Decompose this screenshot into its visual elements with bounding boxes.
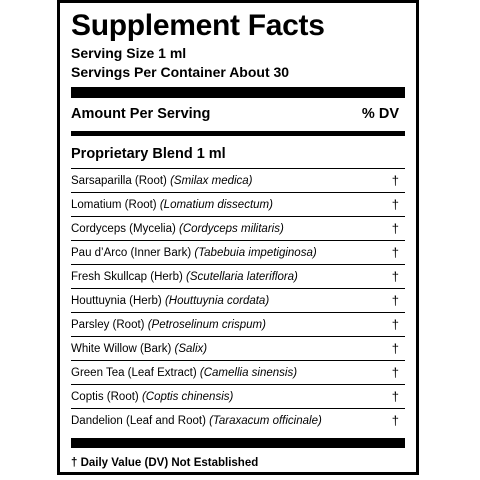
ingredient-name: Coptis (Root)	[71, 391, 142, 403]
daily-value-dagger: †	[391, 365, 399, 380]
daily-value-dagger: †	[391, 413, 399, 428]
ingredient-text	[71, 340, 405, 358]
servings-per-container: Servings Per Container About 30	[71, 64, 290, 80]
ingredient-name: Houttuynia (Herb)	[71, 295, 165, 307]
thick-divider-top	[71, 87, 405, 98]
ingredient-name: Sarsaparilla (Root)	[71, 175, 171, 187]
daily-value-dagger: †	[391, 245, 399, 260]
panel-title: Supplement Facts	[71, 9, 325, 42]
ingredient-scientific-name: (Houttuynia cordata)	[164, 295, 270, 307]
ingredient-row	[71, 408, 405, 432]
ingredient-row	[71, 360, 405, 384]
ingredient-name: Pau d’Arco (Inner Bark)	[71, 247, 195, 259]
supplement-facts-panel	[57, 0, 419, 475]
ingredient-scientific-name: (Tabebuia impetiginosa)	[194, 247, 317, 259]
ingredient-scientific-name: (Salix)	[174, 343, 208, 355]
ingredient-list	[71, 168, 405, 432]
amount-per-serving-row	[71, 106, 405, 126]
ingredient-name: Cordyceps (Mycelia)	[71, 223, 179, 235]
ingredient-scientific-name: (Cordyceps militaris)	[179, 223, 284, 235]
ingredient-row	[71, 288, 405, 312]
ingredient-text	[71, 268, 405, 286]
daily-value-dagger: †	[391, 269, 399, 284]
ingredient-text	[71, 196, 405, 214]
ingredient-scientific-name: (Lomatium dissectum)	[159, 199, 273, 211]
ingredient-row	[71, 192, 405, 216]
ingredient-row	[71, 168, 405, 192]
ingredient-row	[71, 264, 405, 288]
ingredient-name: Fresh Skullcap (Herb)	[71, 271, 187, 283]
footnote: † Daily Value (DV) Not Established	[71, 457, 259, 469]
ingredient-row	[71, 216, 405, 240]
proprietary-blend-label: Proprietary Blend 1 ml	[71, 146, 226, 162]
ingredient-name: White Willow (Bark)	[71, 343, 175, 355]
daily-value-dagger: †	[391, 197, 399, 212]
daily-value-dagger: †	[391, 293, 399, 308]
ingredient-row	[71, 312, 405, 336]
ingredient-scientific-name: (Coptis chinensis)	[141, 391, 234, 403]
ingredient-name: Dandelion (Leaf and Root)	[71, 415, 210, 427]
ingredient-scientific-name: (Smilax medica)	[170, 175, 253, 187]
ingredient-row	[71, 240, 405, 264]
ingredient-text	[71, 172, 405, 190]
daily-value-dagger: †	[391, 341, 399, 356]
ingredient-text	[71, 364, 405, 382]
daily-value-dagger: †	[391, 389, 399, 404]
panel-content	[71, 3, 405, 472]
ingredient-scientific-name: (Scutellaria lateriflora)	[186, 271, 298, 283]
ingredient-text	[71, 292, 405, 310]
ingredient-row	[71, 336, 405, 360]
ingredient-name: Lomatium (Root)	[71, 199, 160, 211]
ingredient-scientific-name: (Camellia sinensis)	[199, 367, 298, 379]
serving-size: Serving Size 1 ml	[71, 45, 187, 61]
amount-per-serving-label: Amount Per Serving	[71, 106, 211, 122]
ingredient-text	[71, 412, 405, 430]
ingredient-name: Parsley (Root)	[71, 319, 148, 331]
ingredient-scientific-name: (Petroselinum crispum)	[147, 319, 266, 331]
ingredient-row	[71, 384, 405, 408]
daily-value-dagger: †	[391, 317, 399, 332]
ingredient-text	[71, 316, 405, 334]
dv-header: % DV	[361, 106, 399, 122]
daily-value-dagger: †	[391, 221, 399, 236]
thick-divider-bottom	[71, 438, 405, 448]
ingredient-text	[71, 388, 405, 406]
daily-value-dagger: †	[391, 173, 399, 188]
ingredient-scientific-name: (Taraxacum officinale)	[209, 415, 322, 427]
ingredient-text	[71, 244, 405, 262]
ingredient-text	[71, 220, 405, 238]
ingredient-name: Green Tea (Leaf Extract)	[71, 367, 200, 379]
medium-divider	[71, 131, 405, 136]
